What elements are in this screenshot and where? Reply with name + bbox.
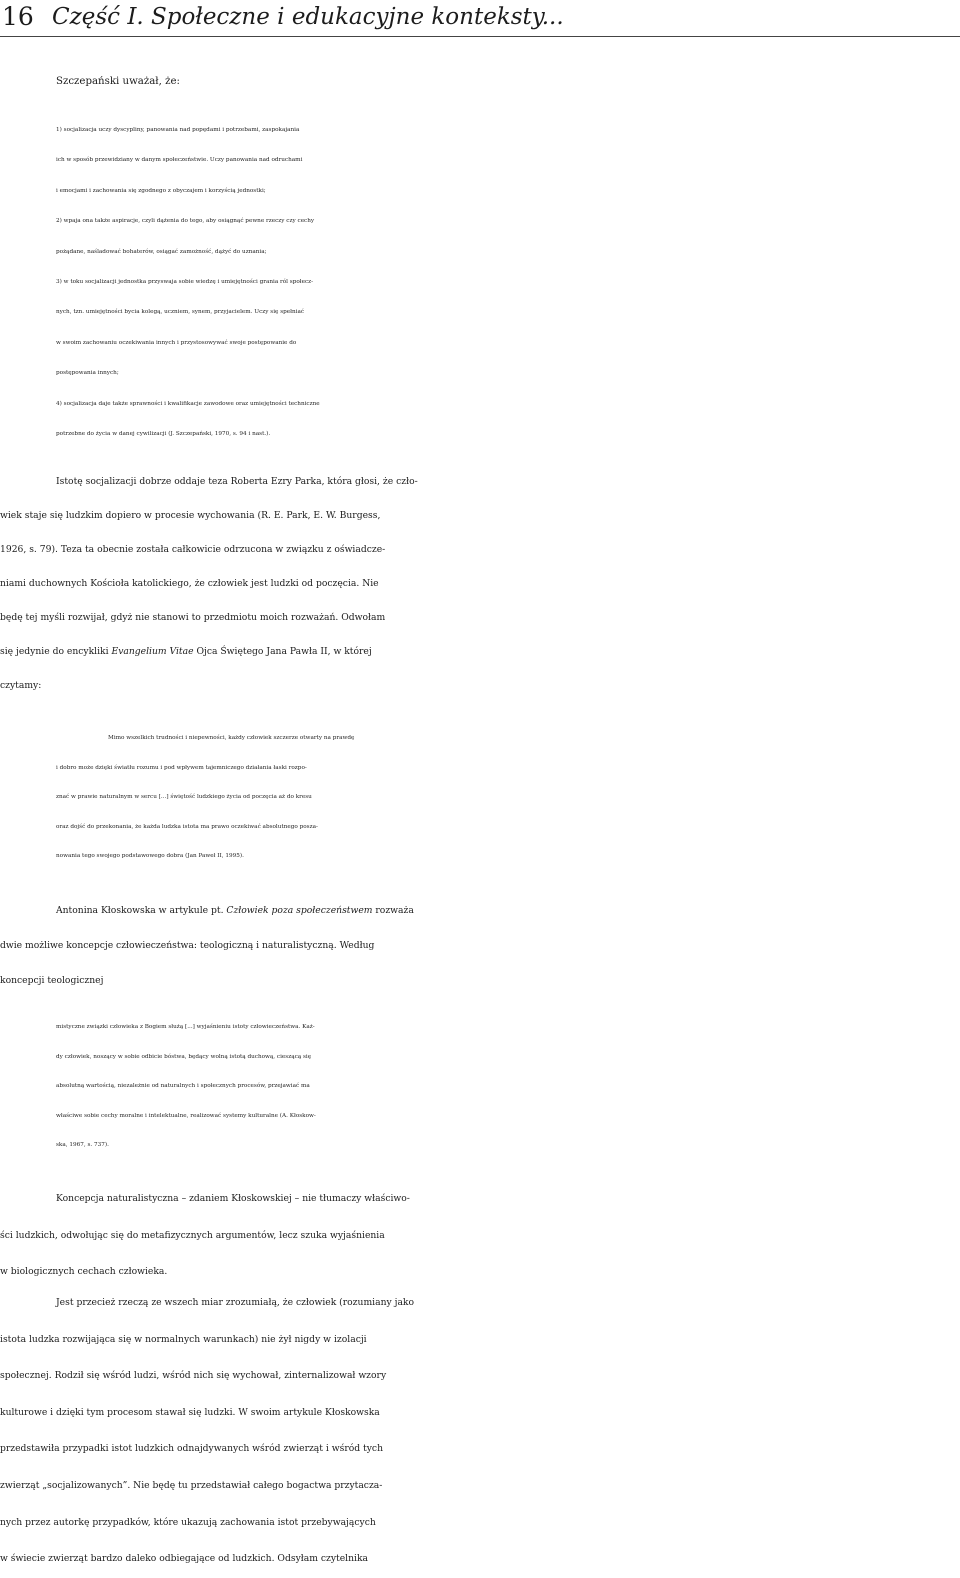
paragraph-line: będę tej myśli rozwijał, gdyż nie stanowi to przedmiotu moich rozważań. Odwołam [0,612,386,623]
quote-line: Mimo wszelkich trudności i niepewności, każdy człowiek szczerze otwarty na prawdę [108,735,355,741]
quote-line: oraz dojść do przekonania, że każda ludzka istota ma prawo oczekiwać absolutnego posza- [56,823,318,830]
list-line: postępowania innych; [56,370,119,377]
paragraph-line: społecznej. Rodził się wśród ludzi, wśród nich się wychował, zinternalizował wzory [0,1370,387,1382]
list-line: i emocjami i zachowania się zgodnego z obyczajem i korzyścią jednostki; [56,187,266,194]
quote-line: ska, 1967, s. 737). [56,1142,109,1148]
paragraph-text: Antonina Kłoskowska w artykule pt. [56,905,224,916]
paragraph-line: 1926, s. 79). Teza ta obecnie została całkowicie odrzucona w związku z oświadcze- [0,544,386,555]
paragraph-line: wiek staje się ludzkim dopiero w procesie wychowania (R. E. Park, E. W. Burgess, [0,510,381,521]
page-number: 16 [2,2,34,31]
list-line: 2) wpaja ona także aspiracje, czyli dążenia do tego, aby osiągnąć pewne rzeczy czy cechy [56,218,315,225]
running-title: Część I. Społeczne i edukacyjne konteksty... [52,4,564,30]
quote-line: i dobro może dzięki światłu rozumu i pod wpływem tajemniczego działania łaski rozpo- [56,764,307,771]
header-rule [0,36,960,37]
paragraph-line: niami duchownych Kościoła katolickiego, że człowiek jest ludzki od poczęcia. Nie [0,578,379,589]
paragraph-line: nych przez autorkę przypadków, które ukazują zachowania istot przebywających [0,1516,376,1528]
paragraph-line: Koncepcja naturalistyczna – zdaniem Kłoskowskiej – nie tłumaczy właściwo- [56,1193,410,1204]
quote-line: dy człowiek, noszący w sobie odbicie bóstwa, będący wolną istotą duchową, cieszącą się [56,1053,312,1060]
article-title: Człowiek poza społeczeństwem [226,905,373,916]
quote-line: mistyczne związki człowieka z Bogiem służą [...] wyjaśnieniu istoty człowieczeństwa. Każ- [56,1024,315,1030]
list-line: pożądane, naśladować bohaterów, osiągać zamożność, dążyć do uznania; [56,248,267,255]
paragraph-line: Jest przecież rzeczą ze wszech miar zrozumiałą, że człowiek (rozumiany jako [56,1297,415,1308]
list-line: 1) socjalizacja uczy dyscypliny, panowania nad popędami i potrzebami, zaspokajania [56,127,300,133]
socialization-list [0,115,960,449]
paragraph-line: Istotę socjalizacji dobrze oddaje teza Roberta Ezry Parka, która głosi, że czło- [56,476,418,487]
paragraph-line: zwierząt „socjalizowanych”. Nie będę tu przedstawiał całego bogactwa przytacza- [0,1479,383,1491]
list-line: 3) w toku socjalizacji jednostka przyswaja sobie wiedzę i umiejętności grania ról społecz- [56,279,314,286]
paragraph-park [0,465,960,703]
paragraph-line: czytamy: [0,680,42,691]
list-line: nych, tzn. umiejętności bycia kolegą, uczniem, synem, przyjacielem. Uczy się spełniać [56,309,305,316]
quote-line: właściwe sobie cechy moralne i intelektualne, realizować systemy kulturalne (A. Kłoskow- [56,1112,316,1119]
paragraph-text: rozważa [375,905,414,916]
quote-line: nowania tego swojego podstawowego dobra (Jan Paweł II, 1995). [56,853,244,859]
list-line: ich w sposób przewidziany w danym społeczeństwie. Uczy panowania nad odruchami [56,157,303,164]
paragraph-line: istota ludzka rozwijająca się w normalnych warunkach) nie żył nigdy w izolacji [0,1333,367,1345]
list-line: potrzebne do życia w danej cywilizacji (J. Szczepański, 1970, s. 94 i nast.). [56,431,271,438]
paragraph-line: koncepcji teologicznej [0,975,104,986]
page-header [0,0,960,38]
paragraph-line: ści ludzkich, odwołując się do metafizycznych argumentów, lecz szuka wyjaśnienia [0,1229,385,1241]
paragraph-text: się jedynie do encykliki [0,646,109,657]
list-line: w swoim zachowaniu oczekiwania innych i przystosowywać swoje postępowanie do [56,339,297,346]
quote-kloskowska [0,1013,960,1161]
paragraph-line: przedstawiła przypadki istot ludzkich odnajdywanych wśród zwierząt i wśród tych [0,1443,383,1455]
paragraph-line [0,635,960,669]
quote-evangelium-vitae [0,724,960,872]
paragraph-line: dwie możliwe koncepcje człowieczeństwa: teologiczną i naturalistyczną. Według [0,940,375,951]
paragraph-isolation [0,1285,960,1578]
list-line: 4) socjalizacja daje także sprawności i kwalifikacje zawodowe oraz umiejętności techniczne [56,400,320,407]
paragraph-kloskowska [0,893,960,998]
paragraph-line [0,893,960,928]
intro-line: Szczepański uważał, że: [56,76,180,87]
paragraph-line: w świecie zwierząt bardzo daleko odbiegające od ludzkich. Odsyłam czytelnika [0,1553,368,1565]
paragraph-naturalism [0,1181,960,1291]
paragraph-line: w biologicznych cechach człowieka. [0,1266,168,1278]
quote-line: absolutną wartością, niezależnie od naturalnych i społecznych procesów, przejawiać ma [56,1083,310,1089]
encyclical-title: Evangelium Vitae [111,646,194,657]
paragraph-text: Ojca Świętego Jana Pawła II, w której [196,646,372,657]
paragraph-line: kulturowe i dzięki tym procesom stawał się ludzki. W swoim artykule Kłoskowska [0,1406,380,1418]
quote-line: znać w prawie naturalnym w sercu [...] świętość ludzkiego życia od poczęcia aż do kresu [56,794,312,800]
